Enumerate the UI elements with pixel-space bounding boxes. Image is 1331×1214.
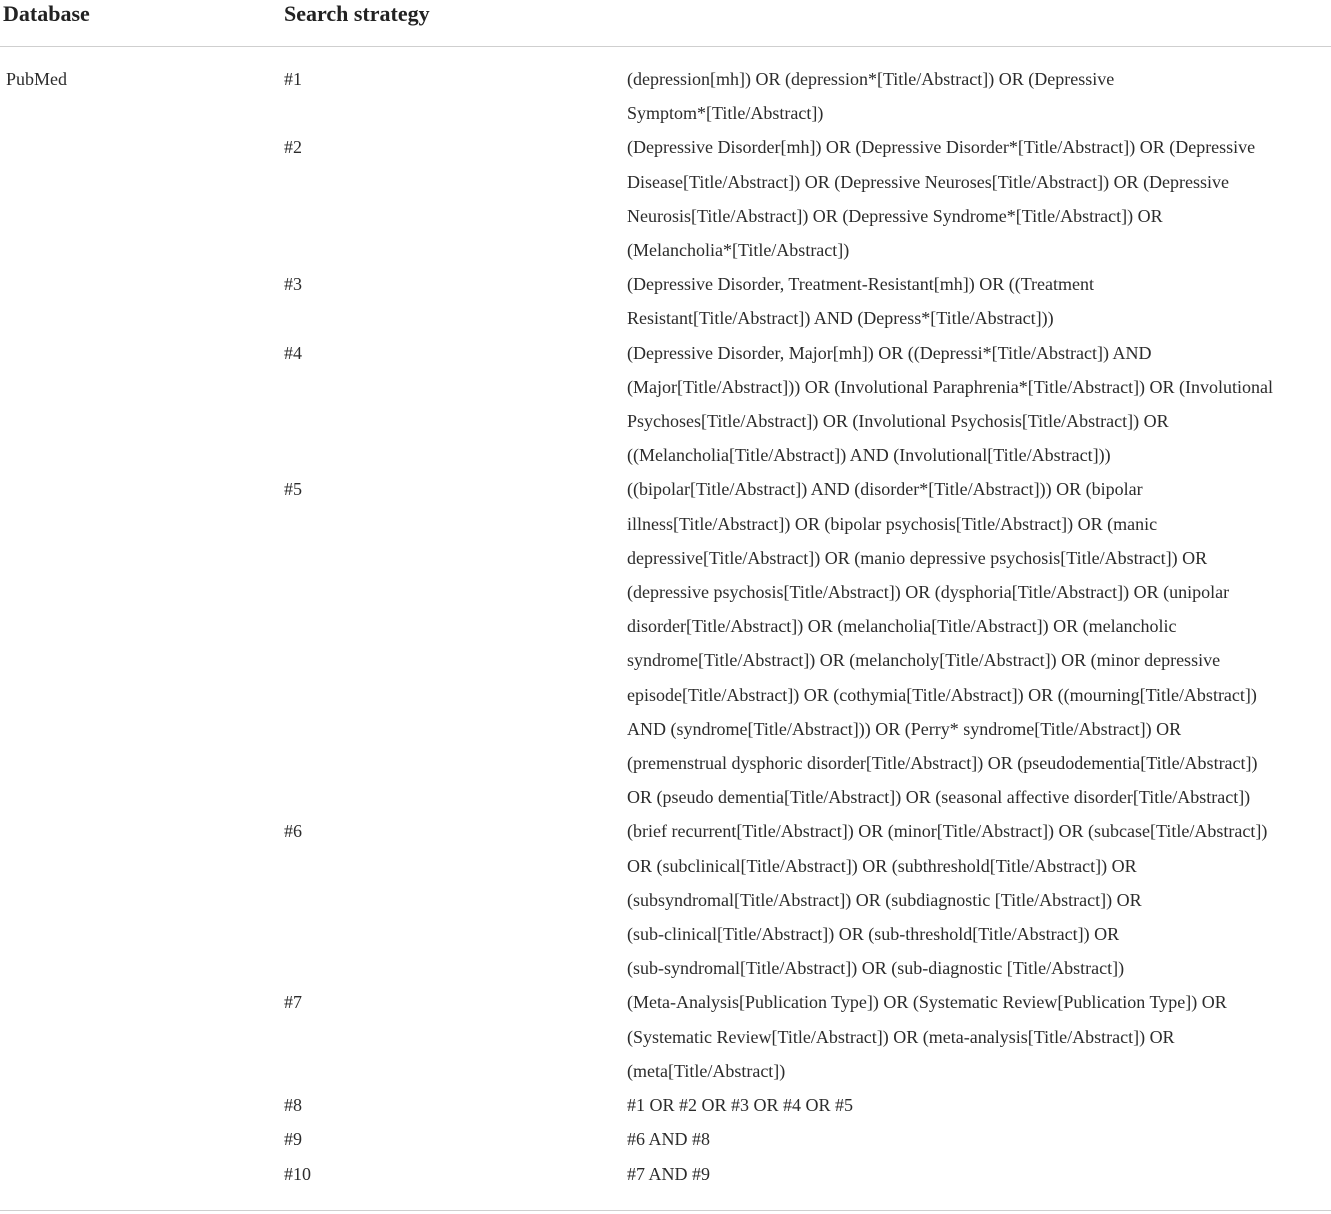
search-query	[627, 130, 1327, 267]
search-query	[627, 1122, 1327, 1156]
query-line: Disease[Title/Abstract]) OR (Depressive Neuroses[Title/Abstract]) OR (Depressive	[627, 171, 1230, 192]
search-query	[627, 814, 1327, 985]
query-line: illness[Title/Abstract]) OR (bipolar psychosis[Title/Abstract]) OR (manic	[627, 513, 1158, 534]
search-step-number: #6	[284, 821, 302, 842]
query-line: ((Melancholia[Title/Abstract]) AND (Involutional[Title/Abstract]))	[627, 445, 1111, 466]
table-row	[0, 62, 1331, 130]
query-line: Symptom*[Title/Abstract])	[627, 103, 824, 124]
query-line: disorder[Title/Abstract]) OR (melancholia[Title/Abstract]) OR (melancholic	[627, 616, 1177, 637]
table-row	[0, 985, 1331, 1088]
search-query	[627, 1157, 1327, 1191]
search-query	[627, 336, 1327, 473]
search-step-number: #10	[284, 1163, 311, 1184]
query-line: (Melancholia*[Title/Abstract])	[627, 240, 850, 261]
table-row	[0, 130, 1331, 267]
table-row	[0, 814, 1331, 985]
query-line: (brief recurrent[Title/Abstract]) OR (minor[Title/Abstract]) OR (subcase[Title/Abstract])	[627, 821, 1268, 842]
query-line: (Depressive Disorder[mh]) OR (Depressive Disorder*[Title/Abstract]) OR (Depressive	[627, 137, 1256, 158]
query-line: #1 OR #2 OR #3 OR #4 OR #5	[627, 1095, 854, 1116]
query-line: Resistant[Title/Abstract]) AND (Depress*[Title/Abstract]))	[627, 308, 1054, 329]
query-line: OR (pseudo dementia[Title/Abstract]) OR (seasonal affective disorder[Title/Abstract])	[627, 787, 1251, 808]
search-step-number: #9	[284, 1129, 302, 1150]
search-step-number: #7	[284, 992, 302, 1013]
search-query	[627, 1088, 1327, 1122]
query-line: #6 AND #8	[627, 1129, 711, 1150]
query-line: (Depressive Disorder, Treatment-Resistant[mh]) OR ((Treatment	[627, 274, 1095, 295]
table-row	[0, 1157, 1331, 1191]
table-body	[0, 47, 1331, 1191]
search-query	[627, 267, 1327, 335]
query-line: AND (syndrome[Title/Abstract])) OR (Perry* syndrome[Title/Abstract]) OR	[627, 718, 1182, 739]
query-line: (subsyndromal[Title/Abstract]) OR (subdiagnostic [Title/Abstract]) OR	[627, 889, 1142, 910]
query-line: Neurosis[Title/Abstract]) OR (Depressive Syndrome*[Title/Abstract]) OR	[627, 205, 1163, 226]
query-line: #7 AND #9	[627, 1163, 711, 1184]
table-row	[0, 1088, 1331, 1122]
header-database: Database	[3, 1, 90, 26]
query-line: (Major[Title/Abstract])) OR (Involutional Paraphrenia*[Title/Abstract]) OR (Involutional	[627, 376, 1274, 397]
query-line: ((bipolar[Title/Abstract]) AND (disorder*[Title/Abstract])) OR (bipolar	[627, 479, 1143, 500]
search-query	[627, 985, 1327, 1088]
query-line: (premenstrual dysphoric disorder[Title/Abstract]) OR (pseudodementia[Title/Abstract])	[627, 753, 1258, 774]
query-line: episode[Title/Abstract]) OR (cothymia[Title/Abstract]) OR ((mourning[Title/Abstract])	[627, 684, 1257, 705]
query-line: (Meta-Analysis[Publication Type]) OR (Systematic Review[Publication Type]) OR	[627, 992, 1227, 1013]
query-line: (depressive psychosis[Title/Abstract]) OR (dysphoria[Title/Abstract]) OR (unipolar	[627, 582, 1230, 603]
search-step-number: #8	[284, 1095, 302, 1116]
table-row	[0, 336, 1331, 473]
search-step-number: #1	[284, 69, 302, 89]
search-step-number: #5	[284, 479, 302, 500]
table-row	[0, 472, 1331, 814]
search-query	[627, 62, 1327, 130]
query-line: Psychoses[Title/Abstract]) OR (Involutional Psychosis[Title/Abstract]) OR	[627, 411, 1169, 432]
bottom-divider	[0, 1210, 1331, 1211]
table-header	[0, 0, 1331, 47]
query-line: (Systematic Review[Title/Abstract]) OR (meta-analysis[Title/Abstract]) OR	[627, 1026, 1175, 1047]
query-line: (Depressive Disorder, Major[mh]) OR ((Depressi*[Title/Abstract]) AND	[627, 342, 1152, 363]
database-name: PubMed	[6, 69, 68, 89]
table-row	[0, 1122, 1331, 1156]
search-query	[627, 472, 1327, 814]
search-step-number: #2	[284, 137, 302, 158]
search-step-number: #3	[284, 274, 302, 295]
query-line: (sub-syndromal[Title/Abstract]) OR (sub-diagnostic [Title/Abstract])	[627, 958, 1125, 979]
query-line: (sub-clinical[Title/Abstract]) OR (sub-threshold[Title/Abstract]) OR	[627, 924, 1120, 945]
query-line: (meta[Title/Abstract])	[627, 1060, 786, 1081]
table-row	[0, 267, 1331, 335]
query-line: syndrome[Title/Abstract]) OR (melancholy[Title/Abstract]) OR (minor depressive	[627, 650, 1221, 671]
search-step-number: #4	[284, 342, 302, 363]
query-line: (depression[mh]) OR (depression*[Title/Abstract]) OR (Depressive	[627, 69, 1115, 89]
query-line: depressive[Title/Abstract]) OR (manio depressive psychosis[Title/Abstract]) OR	[627, 547, 1208, 568]
query-line: OR (subclinical[Title/Abstract]) OR (subthreshold[Title/Abstract]) OR	[627, 855, 1137, 876]
rows-container	[0, 62, 1331, 1191]
header-search-strategy: Search strategy	[284, 1, 430, 26]
